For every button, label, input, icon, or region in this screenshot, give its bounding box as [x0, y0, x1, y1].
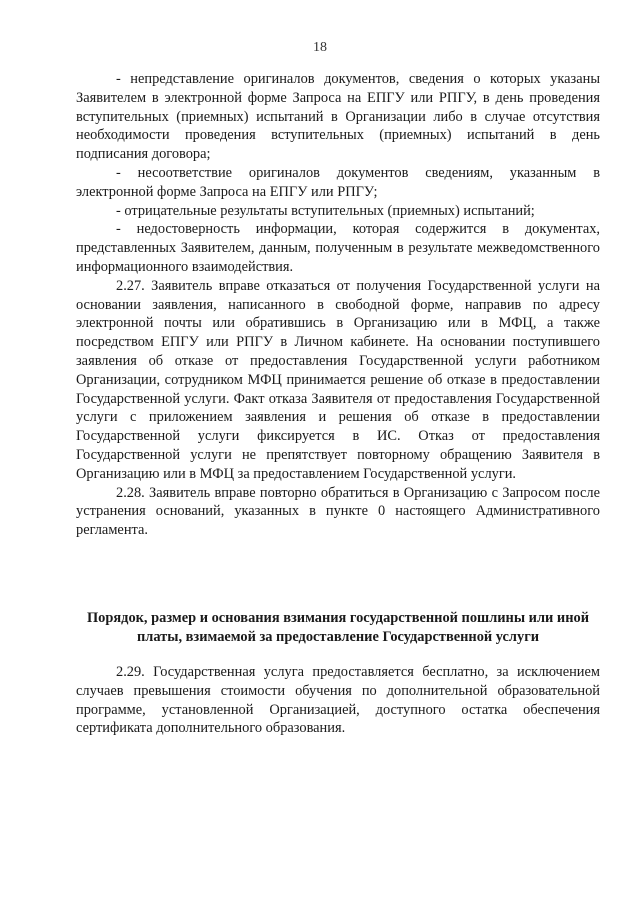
paragraph: 2.27. Заявитель вправе отказаться от получения Государственной услуги на основании заявления, написанного в свободной форме, направив по адресу электронной почты или обратившись в Организацию или в МФЦ, а также посредством ЕПГУ или РПГУ в Личном кабинете. На основании поступившего заявления об отказе от предоставления Государственной услуги работником Организации, сотрудником МФЦ принимается решение об отказе в предоставлении Государственной услуги. Факт отказа Заявителя от предоставления Государственной услуги с приложением заявления и решения об отказе в предоставлении Государственной услуги фиксируется в ИС. Отказ от предоставления Государственной услуги не препятствует повторному обращению Заявителя в Организацию или в МФЦ за предоставлением Государственной услуги. — [76, 277, 600, 482]
section-heading: Порядок, размер и основания взимания государственной пошлины или иной платы, взимаемой за предоставление Государственной услуги — [86, 610, 590, 645]
page-number: 18 — [313, 40, 327, 55]
paragraph: 2.29. Государственная услуга предоставляется бесплатно, за исключением случаев превышения стоимости обучения по дополнительной образовательной программе, установленной Организацией, доступного остатка обеспечения сертификата дополнительного образования. — [76, 664, 600, 737]
paragraph: - непредставление оригиналов документов, сведения о которых указаны Заявителем в электронной форме Запроса на ЕПГУ или РПГУ, в день проведения вступительных (приемных) испытаний в Организации либо в случае отсутствия необходимости проведения вступительных (приемных) испытаний в день подписания договора; — [76, 71, 600, 163]
paragraph: - несоответствие оригиналов документов сведениям, указанным в электронной форме Запроса на ЕПГУ или РПГУ; — [76, 164, 600, 200]
body-block-2 — [76, 663, 600, 738]
body-block-1 — [76, 70, 600, 540]
paragraph: - недостоверность информации, которая содержится в документах, представленных Заявителем, данным, полученным в результате межведомственного информационного взаимодействия. — [76, 221, 600, 275]
paragraph: - отрицательные результаты вступительных (приемных) испытаний; — [116, 202, 535, 219]
paragraph: 2.28. Заявитель вправе повторно обратиться в Организацию с Запросом после устранения оснований, указанных в пункте 0 настоящего Административного регламента. — [76, 484, 600, 539]
